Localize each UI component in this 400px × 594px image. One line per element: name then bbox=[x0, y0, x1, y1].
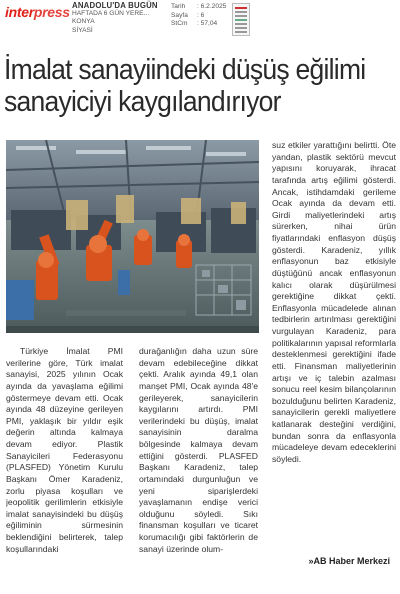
publication-info bbox=[72, 2, 158, 35]
article-column-1: Türkiye İmalat PMI verilerine göre, Türk imalat sanayisi, 2025 yılının Ocak ayında da yavaşlama eğilimi göstermeye devam etti. Ocak ayında 48 düzeyine gerileyen PMI, yaklaşık bir yıldır eşik değerin altında kalmaya devam ediyor. Plastik Sanayicileri Federasyonu (PLASFED) Yönetim Kurulu Başkanı Ömer Karadeniz, zorlu piyasa koşulları ve jeopolitik gerilimlerin etkisiyle imalat sanayisindeki bu düşüş eğiliminin sürmesinin beklendiğini belirterek, talep koşullarındaki bbox=[6, 346, 123, 554]
publication-section: SİYASİ bbox=[72, 26, 93, 34]
clipping-header bbox=[0, 0, 400, 44]
newspaper-page-thumbnail-icon bbox=[232, 3, 250, 36]
publication-name: ANADOLU'DA BUGÜN bbox=[72, 1, 158, 10]
news-agency-signoff: »AB Haber Merkezi bbox=[308, 556, 390, 566]
article-column-2: durağanlığın daha uzun süre devam edebileceğine dikkat çekti. Aralık ayında 49,1 olan manşet PMI, Ocak ayında 48'e gerileyerek, sanayicilerin kaygılarını artırdı. PMI verilerindeki bu düşüş, imalat sanayisinin daralma bölgesinde kalmaya devam ettiğini gösterdi. PLASFED Başkanı Karadeniz, talep ortamındaki durgunluğun ve yeni siparişlerdeki yavaşlamanın endişe verici olduğunu söyledi. Sıkı finansman koşulları ve ticaret korumacılığı gibi faktörlerin de sanayi üzerinde olum- bbox=[139, 346, 258, 554]
publication-region: KONYA bbox=[72, 18, 95, 26]
article-column-3: suz etkiler yarattığını belirtti. Öte yandan, plastik sektörü mevcut yapısını koruyarak, ihracat tarafında artış eğilimi gösterdi. Ancak, istihdamdaki gerileme Ocak ayında da devam etti. Girdi maliyetlerindeki artış sürerken, nihai ürün fiyatlarındaki enflasyon düşüş gösterdi. Karadeniz, yıllık enflasyonun baz etkisiyle düştüğünü ancak enflasyonun kalıcı olarak düşürülmesi gerektiğine dikkat çekti. Enflasyonla mücadelede alınan tedbirlerin artırılması gerektiğini vurgulayan Karadeniz, para politikalarının yapısal reformlarla desteklenmesi gerektiğini ifade etti. Finansman maliyetlerinin artışı ve iç talebin azalması sonucu reel kesim bilançolarının bozulduğunu belirten Karadeniz, sanayicilerin gerekli maliyetlere katlanarak desteğini verdiğini, bundan sonra da enflasyonla mücadeleye devam edeceklerini söyledi. bbox=[272, 140, 396, 464]
clipping-meta bbox=[171, 3, 226, 29]
factory-floor-photo bbox=[6, 140, 259, 333]
article-headline: İmalat sanayiindeki düşüş eğilimi sanayiciyi kaygılandırıyor bbox=[4, 54, 366, 118]
meta-row-page: Sayfa : 6 bbox=[171, 11, 205, 19]
meta-row-stcm: StCm : 57,04 bbox=[171, 20, 218, 27]
meta-row-date: Tarih : 6.2.2025 bbox=[171, 3, 227, 10]
publication-frequency: HAFTADA 6 GÜN YERE... bbox=[72, 10, 150, 18]
interpress-logo: interpress bbox=[5, 4, 70, 20]
